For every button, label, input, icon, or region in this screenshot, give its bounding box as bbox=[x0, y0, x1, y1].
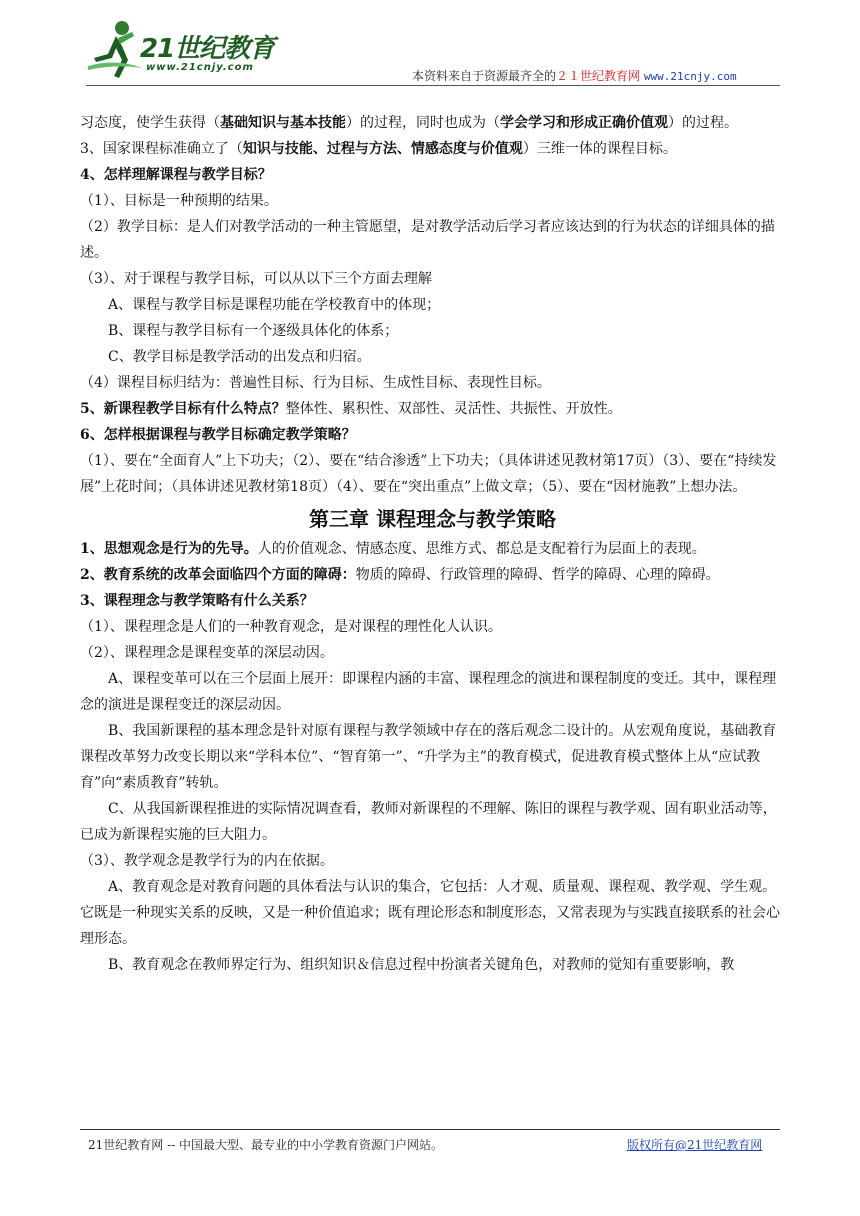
text: 物质的障碍、行政管理的障碍、哲学的障碍、心理的障碍。 bbox=[355, 567, 720, 583]
page-header bbox=[0, 0, 860, 90]
paragraph: C、从我国新课程推进的实际情况调查看，教师对新课程的不理解、陈旧的课程与教学观、固有职业活动等，已成为新课程实施的巨大阻力。 bbox=[80, 801, 777, 843]
paragraph: （2）教学目标：是人们对教学活动的一种主管愿望，是对教学活动后学习者应该达到的行为状态的详细具体的描述。 bbox=[80, 219, 775, 261]
paragraph: （1）、课程理念是人们的一种教育观念，是对课程的理性化人认识。 bbox=[80, 619, 502, 635]
paragraph: B、教育观念在教师界定行为、组织知识＆信息过程中扮演者关键角色，对教师的觉知有重要影响，教 bbox=[108, 957, 735, 973]
text: ）的过程。 bbox=[668, 115, 738, 131]
text: 整体性、累积性、双部性、灵活性、共振性、开放性。 bbox=[285, 401, 622, 417]
text: ）的过程，同时也成为（ bbox=[346, 115, 500, 131]
paragraph: （3）、对于课程与教学目标，可以从以下三个方面去理解 bbox=[80, 271, 432, 287]
list-item: C、教学目标是教学活动的出发点和归宿。 bbox=[108, 349, 371, 365]
bold-text: 基础知识与基本技能 bbox=[220, 115, 346, 131]
paragraph: （3）、教学观念是教学行为的内在依据。 bbox=[80, 853, 334, 869]
paragraph: B、我国新课程的基本理念是针对原有课程与教学领域中存在的落后观念二设计的。从宏观角度说，基础教育课程改革努力改变长期以来“学科本位”、“智育第一”、“升学为主”的教育模式，促进教育模式整体上从“应试教育”向“素质教育”转轨。 bbox=[80, 723, 777, 791]
header-note-url[interactable]: www.21cnjy.com bbox=[643, 70, 737, 83]
text: 习态度，使学生获得（ bbox=[80, 115, 220, 131]
site-logo bbox=[86, 18, 286, 82]
bold-text: 知识与技能、过程与方法、情感态度与价值观 bbox=[242, 141, 523, 157]
question-heading: 4、怎样理解课程与教学目标？ bbox=[80, 167, 272, 183]
header-note-prefix: 本资料来自于资源最齐全的 bbox=[412, 69, 557, 83]
logo-text: 21世纪教育 bbox=[140, 34, 275, 64]
paragraph bbox=[80, 536, 785, 562]
paragraph: （1）、要在“全面育人”上下功夫；（2）、要在“结合渗透”上下功夫；（具体讲述见教材第17页）（3）、要在“持续发展”上花时间；（具体讲述见教材第18页）（4）、要在“突出重点”上做文章；（5）、要在“因材施教”上想办法。 bbox=[80, 453, 777, 495]
paragraph bbox=[80, 396, 785, 422]
list-item: B、课程与教学目标有一个逐级具体化的体系； bbox=[108, 323, 399, 339]
footer-text: 21世纪教育网 -- 中国最大型、最专业的中小学教育资源门户网站。 bbox=[88, 1138, 444, 1152]
text: 人的价值观念、情感态度、思维方式、都总是支配着行为层面上的表现。 bbox=[257, 541, 706, 557]
footer-divider bbox=[80, 1129, 780, 1130]
paragraph: （2）、课程理念是课程变革的深层动因。 bbox=[80, 645, 334, 661]
question-heading: 3、课程理念与教学策略有什么关系？ bbox=[80, 593, 314, 609]
paragraph bbox=[80, 110, 785, 136]
text: ）三维一体的课程目标。 bbox=[522, 141, 677, 157]
paragraph: （4）课程目标归结为：普遍性目标、行为目标、生成性目标、表现性目标。 bbox=[80, 375, 551, 391]
bold-text: 学会学习和形成正确价值观 bbox=[500, 115, 668, 131]
paragraph: A、课程变革可以在三个层面上展开：即课程内涵的丰富、课程理念的演进和课程制度的变迁。其中，课程理念的演进是课程变迁的深层动因。 bbox=[80, 671, 777, 713]
chapter-title: 第三章 课程理念与教学策略 bbox=[309, 507, 556, 531]
paragraph bbox=[80, 136, 785, 162]
bold-text: 1、思想观念是行为的先导。 bbox=[80, 541, 258, 557]
header-divider bbox=[86, 85, 780, 86]
paragraph: A、教育观念是对教育问题的具体看法与认识的集合，它包括：人才观、质量观、课程观、教学观、学生观。它既是一种现实关系的反映，又是一种价值追求；既有理论形态和制度形态，又常表现为与实践直接联系的社会心理形态。 bbox=[80, 879, 780, 947]
header-source-note bbox=[412, 67, 737, 84]
bold-text: 2、教育系统的改革会面临四个方面的障碍： bbox=[80, 567, 356, 583]
document-body bbox=[80, 110, 785, 978]
list-item: A、课程与教学目标是课程功能在学校教育中的体现； bbox=[108, 297, 441, 313]
paragraph bbox=[80, 562, 785, 588]
header-note-site: ２１世纪教育网 bbox=[556, 69, 641, 83]
paragraph: （1）、目标是一种预期的结果。 bbox=[80, 193, 278, 209]
question-heading: 6、怎样根据课程与教学目标确定教学策略？ bbox=[80, 427, 356, 443]
logo-url: www.21cnjy.com bbox=[146, 62, 254, 73]
text: 3、国家课程标准确立了（ bbox=[80, 141, 243, 157]
copyright-link[interactable]: 版权所有@21世纪教育网 bbox=[627, 1138, 763, 1152]
question-heading: 5、新课程教学目标有什么特点？ bbox=[80, 401, 286, 417]
runner-logo-icon bbox=[86, 18, 146, 82]
